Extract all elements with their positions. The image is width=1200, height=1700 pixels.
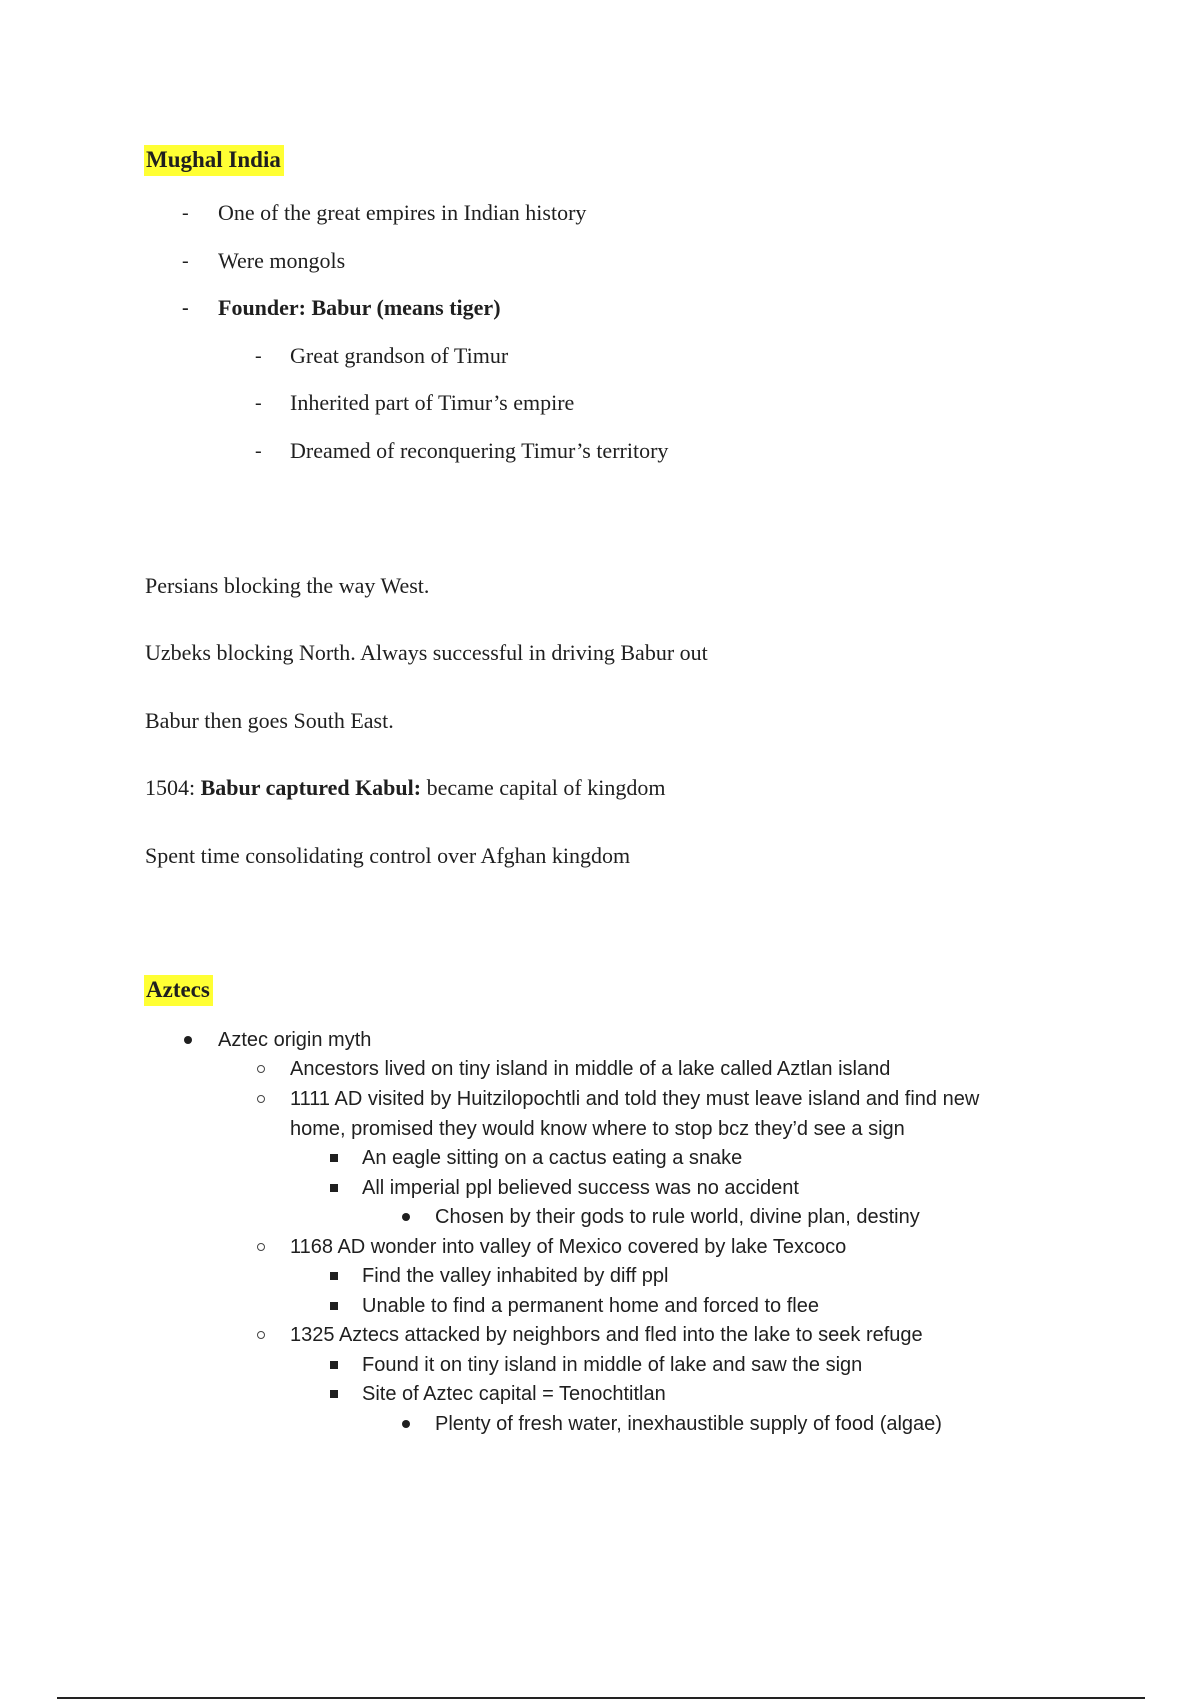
disc-bullet	[184, 1036, 192, 1044]
square-bullet	[330, 1272, 338, 1280]
mughal-subbullet-2: Inherited part of Timur’s empire	[290, 390, 575, 415]
aztec-item-2d: 1325 Aztecs attacked by neighbors and fled into the lake to seek refuge	[290, 1324, 923, 1346]
mughal-bullet-2: Were mongols	[218, 248, 346, 273]
aztec-item-3b: All imperial ppl believed success was no accident	[362, 1177, 799, 1199]
mughal-bullet-3: Founder: Babur (means tiger)	[218, 295, 501, 320]
dash-bullet: -	[255, 440, 262, 462]
paragraph-4-year: 1504:	[145, 775, 196, 800]
dash-bullet: -	[182, 250, 189, 272]
paragraph-4-bold: Babur captured Kabul:	[200, 775, 422, 800]
square-bullet	[330, 1390, 338, 1398]
dash-bullet: -	[255, 345, 262, 367]
disc-bullet	[402, 1213, 410, 1221]
dash-bullet: -	[182, 297, 189, 319]
aztec-item-2c: 1168 AD wonder into valley of Mexico covered by lake Texcoco	[290, 1236, 847, 1258]
aztec-item-2b-line2: home, promised they would know where to stop bcz they’d see a sign	[290, 1118, 905, 1140]
aztec-item-3f: Site of Aztec capital = Tenochtitlan	[362, 1383, 666, 1405]
paragraph-4-rest: became capital of kingdom	[426, 775, 666, 800]
aztec-item-4a: Chosen by their gods to rule world, divine plan, destiny	[435, 1206, 920, 1228]
circle-bullet	[257, 1065, 265, 1073]
aztec-item-3d: Unable to find a permanent home and forced to flee	[362, 1295, 819, 1317]
circle-bullet	[257, 1243, 265, 1251]
aztec-item-4b: Plenty of fresh water, inexhaustible supply of food (algae)	[435, 1413, 942, 1435]
dash-bullet: -	[255, 392, 262, 414]
circle-bullet	[257, 1095, 265, 1103]
paragraph-2: Uzbeks blocking North. Always successful in driving Babur out	[145, 640, 708, 665]
square-bullet	[330, 1184, 338, 1192]
mughal-bullet-1: One of the great empires in Indian history	[218, 200, 587, 225]
aztec-item-2a: Ancestors lived on tiny island in middle of a lake called Aztlan island	[290, 1058, 891, 1080]
aztecs-heading: Aztecs	[144, 975, 213, 1006]
page-bottom-rule	[57, 1697, 1145, 1699]
square-bullet	[330, 1361, 338, 1369]
mughal-heading: Mughal India	[144, 145, 284, 176]
paragraph-5: Spent time consolidating control over Afghan kingdom	[145, 843, 631, 868]
aztec-item-3a: An eagle sitting on a cactus eating a snake	[362, 1147, 743, 1169]
paragraph-1: Persians blocking the way West.	[145, 573, 430, 598]
aztec-item-1: Aztec origin myth	[218, 1029, 372, 1051]
paragraph-4	[145, 774, 665, 802]
square-bullet	[330, 1302, 338, 1310]
mughal-subbullet-3: Dreamed of reconquering Timur’s territory	[290, 438, 669, 463]
paragraph-3: Babur then goes South East.	[145, 708, 394, 733]
circle-bullet	[257, 1331, 265, 1339]
mughal-subbullet-1: Great grandson of Timur	[290, 343, 509, 368]
dash-bullet: -	[182, 202, 189, 224]
square-bullet	[330, 1154, 338, 1162]
disc-bullet	[402, 1420, 410, 1428]
aztec-item-3c: Find the valley inhabited by diff ppl	[362, 1265, 669, 1287]
aztec-item-2b-line1: 1111 AD visited by Huitzilopochtli and told they must leave island and find new	[290, 1088, 980, 1110]
aztec-item-3e: Found it on tiny island in middle of lake and saw the sign	[362, 1354, 863, 1376]
